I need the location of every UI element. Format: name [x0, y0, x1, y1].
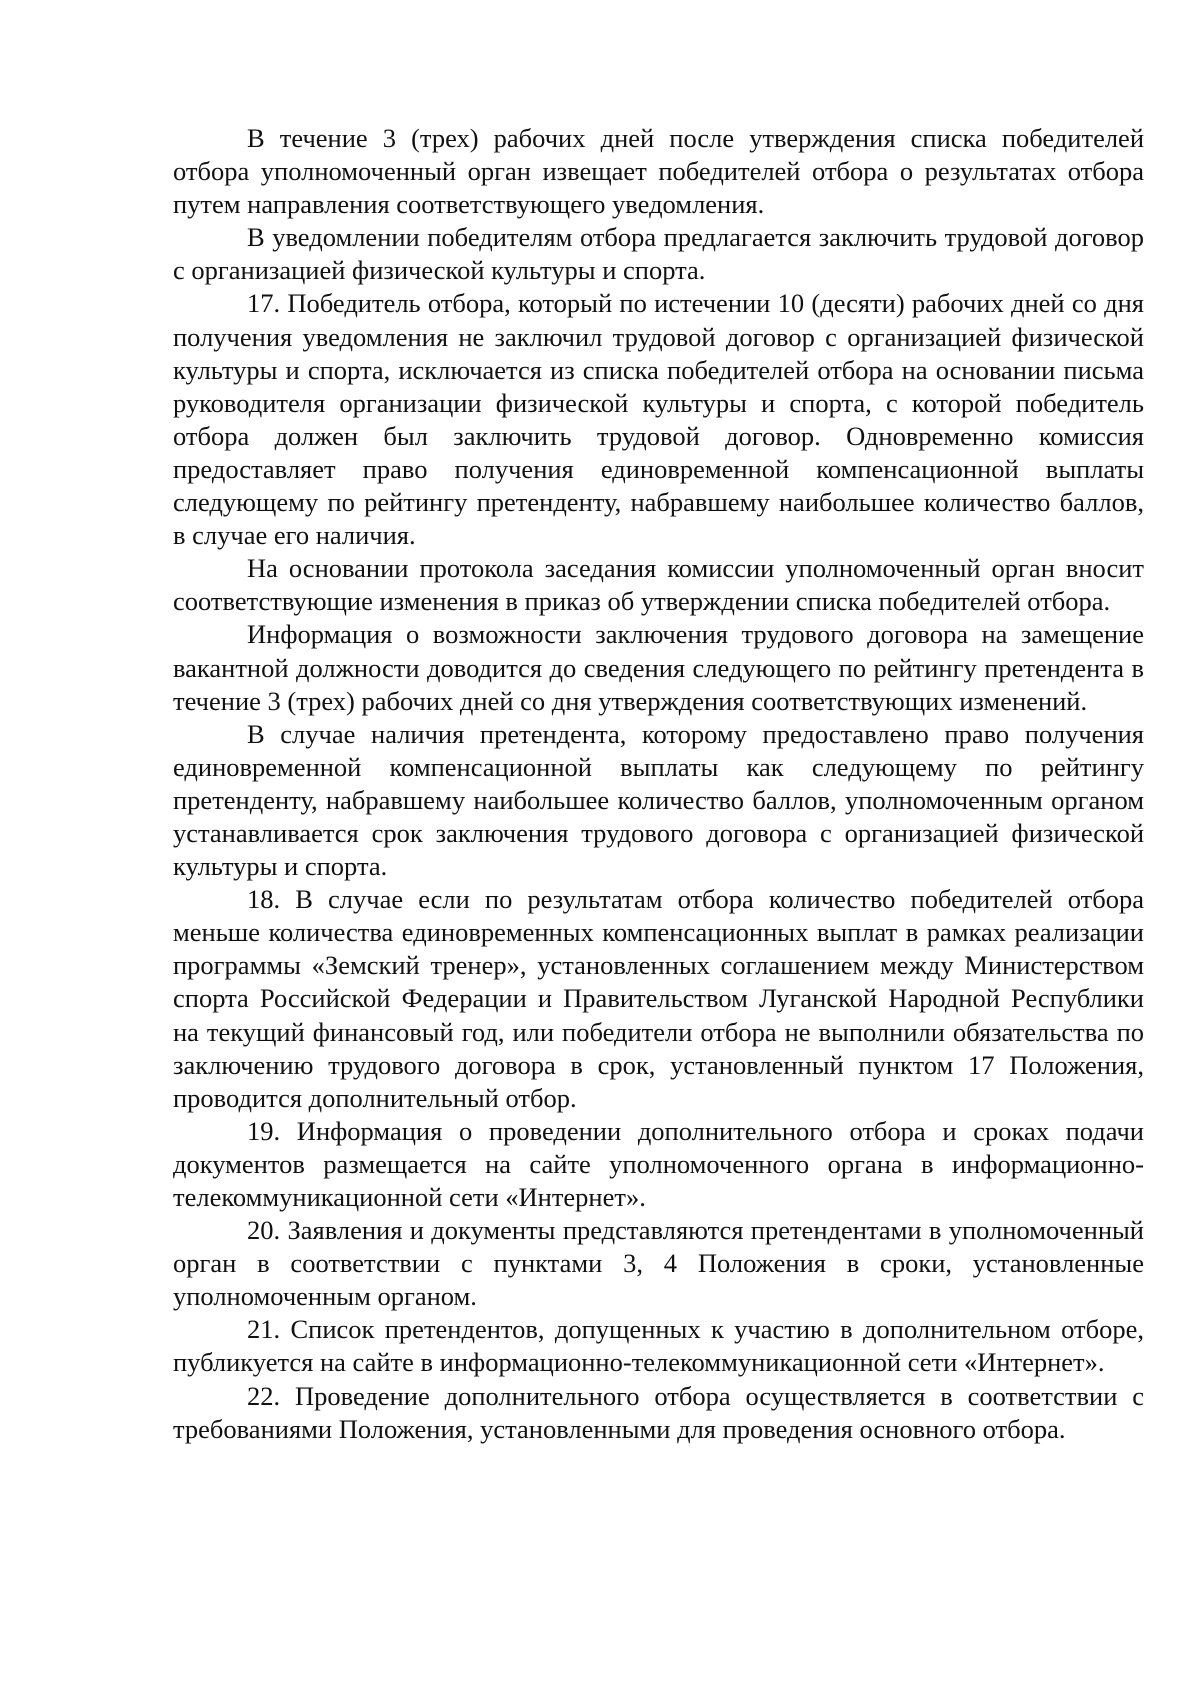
paragraph-item-18: 18. В случае если по результатам отбора количество победителей отбора меньше количества единовременных компенсационных выплат в рамках реализации программы «Земский тренер», установленных соглашением между Министерством спорта Российской Федерации и Правительством Луганской Народной Республики на текущий финансовый год, или победители отбора не выполнили обязательства по заключению трудового договора в срок, установленный пунктом 17 Положения, проводится дополнительный отбор.	[173, 884, 1144, 1113]
paragraph-item-19: 19. Информация о проведении дополнительного отбора и сроках подачи документов размещается на сайте уполномоченного органа в информационно-телекоммуникационной сети «Интернет».	[173, 1115, 1144, 1212]
paragraph-protocol-changes: На основании протокола заседания комиссии уполномоченный орган вносит соответствующие изменения в приказ об утверждении списка победителей отбора.	[173, 553, 1144, 617]
paragraph-winners-notification: В течение 3 (трех) рабочих дней после утверждения списка победителей отбора уполномоченный орган извещает победителей отбора о результатах отбора путем направления соответствующего уведомления.	[173, 123, 1144, 220]
paragraph-notification-offer: В уведомлении победителям отбора предлагается заключить трудовой договор с организацией физической культуры и спорта.	[173, 222, 1144, 286]
paragraph-contract-deadline: В случае наличия претендента, которому предоставлено право получения единовременной компенсационной выплаты как следующему по рейтингу претенденту, набравшему наибольшее количество баллов, уполномоченным органом устанавливается срок заключения трудового договора с организацией физической культуры и спорта.	[173, 718, 1144, 882]
paragraph-contract-information: Информация о возможности заключения трудового договора на замещение вакантной должности доводится до сведения следующего по рейтингу претендента в течение 3 (трех) рабочих дней со дня утверждения соответствующих изменений.	[173, 619, 1144, 716]
document-body	[173, 122, 1144, 1446]
paragraph-item-22: 22. Проведение дополнительного отбора осуществляется в соответствии с требованиями Положения, установленными для проведения основного отбора.	[173, 1380, 1144, 1444]
paragraph-item-21: 21. Список претендентов, допущенных к участию в дополнительном отборе, публикуется на сайте в информационно-телекоммуникационной сети «Интернет».	[173, 1314, 1144, 1378]
paragraph-item-20: 20. Заявления и документы представляются претендентами в уполномоченный орган в соответствии с пунктами 3, 4 Положения в сроки, установленные уполномоченным органом.	[173, 1215, 1144, 1312]
paragraph-item-17: 17. Победитель отбора, который по истечении 10 (десяти) рабочих дней со дня получения уведомления не заключил трудовой договор с организацией физической культуры и спорта, исключается из списка победителей отбора на основании письма руководителя организации физической культуры и спорта, с которой победитель отбора должен был заключить трудовой договор. Одновременно комиссия предоставляет право получения единовременной компенсационной выплаты следующему по рейтингу претенденту, набравшему наибольшее количество баллов, в случае его наличия.	[173, 288, 1144, 551]
